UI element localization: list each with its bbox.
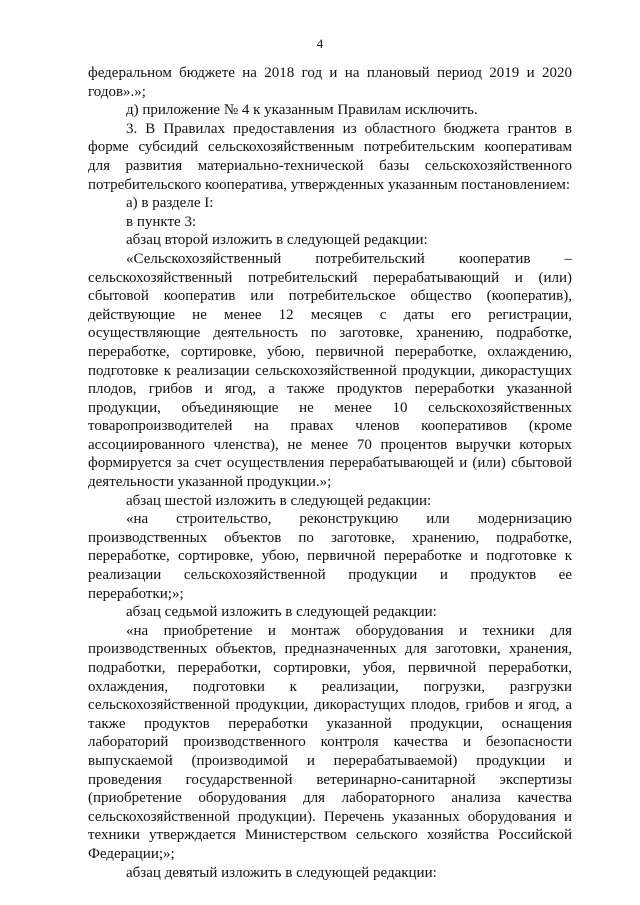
- paragraph: [88, 64, 572, 101]
- text-line: сельскохозяйственной продукции). Перечень указанных оборудования и: [88, 808, 572, 825]
- paragraph: [88, 864, 572, 883]
- paragraph: [88, 101, 572, 120]
- text-line: производственных объектов, предназначенных для заготовки, хранения,: [88, 641, 572, 658]
- text-line: выпускаемой (производимой и перерабатываемой) продукции и: [88, 752, 572, 769]
- text-line: абзац седьмой изложить в следующей редакции:: [126, 604, 437, 621]
- text-line: Федерации;»;: [88, 845, 175, 862]
- paragraph: [88, 250, 572, 492]
- text-line: годов».»;: [88, 83, 146, 100]
- text-line: сельскохозяйственный потребительский перерабатывающий и (или): [88, 269, 572, 286]
- text-line: техники утверждается Министерством сельского хозяйства Российской: [88, 827, 572, 844]
- text-line: действующие не менее 12 месяцев с даты его регистрации,: [88, 306, 572, 323]
- text-line: товаропроизводителей на правах членов кооперативов (кроме: [88, 418, 572, 435]
- paragraph: [88, 194, 572, 213]
- text-line: форме субсидий сельскохозяйственным потребительским кооперативам: [88, 139, 572, 156]
- text-line: д) приложение № 4 к указанным Правилам исключить.: [126, 102, 478, 119]
- text-line: продукции, объединяющие не менее 10 сельскохозяйственных: [88, 399, 572, 416]
- text-line: абзац второй изложить в следующей редакции:: [126, 232, 428, 249]
- text-line: абзац девятый изложить в следующей редакции:: [126, 864, 437, 881]
- text-line: сельскохозяйственной продукции, дикорастущих плодов, грибов и ягод, а: [88, 697, 572, 714]
- paragraph: [88, 603, 572, 622]
- text-line: лабораторий производственного контроля качества и безопасности: [88, 734, 572, 751]
- text-line: реализации сельскохозяйственной продукции и продуктов ее: [88, 567, 572, 584]
- text-line: переработки;»;: [88, 585, 184, 602]
- paragraph: [88, 120, 572, 194]
- text-line: «Сельскохозяйственный потребительский кооператив –: [126, 250, 572, 267]
- text-line: «на строительство, реконструкцию или модернизацию: [126, 511, 572, 528]
- text-line: переработке, сортировке, убою, первичной переработке, охлаждению,: [88, 343, 572, 360]
- text-line: охлаждения, подготовки к реализации, погрузки, разгрузки: [88, 678, 572, 695]
- paragraph: [88, 231, 572, 250]
- text-line: сбытовой кооператив или потребительское общество (кооператив),: [88, 288, 572, 305]
- text-line: плодов, грибов и ягод, а также продуктов переработки указанной: [88, 381, 572, 398]
- text-line: федеральном бюджете на 2018 год и на плановый период 2019 и 2020: [88, 65, 572, 81]
- text-line: абзац шестой изложить в следующей редакции:: [126, 492, 432, 509]
- text-line: осуществляющие деятельность по заготовке, хранению, подработке,: [88, 325, 572, 342]
- text-line: в пункте 3:: [126, 213, 197, 230]
- text-line: подработки, переработки, сортировки, убоя, первичной переработки,: [88, 660, 572, 676]
- text-line: также продуктов переработки указанной продукции, оснащения: [88, 715, 572, 732]
- text-line: потребительского кооператива, утвержденных указанным постановлением:: [88, 176, 571, 193]
- text-line: а) в разделе I:: [126, 195, 214, 212]
- text-line: для развития материально-технической базы сельскохозяйственного: [88, 157, 572, 174]
- paragraph: [88, 492, 572, 511]
- text-line: переработке, сортировке, убою, первичной переработке и подготовке к: [88, 548, 572, 565]
- text-line: деятельности указанной продукции.»;: [88, 474, 332, 491]
- text-line: «на приобретение и монтаж оборудования и техники для: [126, 622, 572, 639]
- paragraph: [88, 213, 572, 232]
- text-line: 3. В Правилах предоставления из областного бюджета грантов в: [126, 120, 572, 137]
- document-body: [88, 64, 572, 882]
- text-line: проведения государственной ветеринарно-санитарной экспертизы: [88, 771, 572, 788]
- text-line: ассоциированного членства), не менее 70 процентов выручки которых: [88, 436, 572, 453]
- paragraph: [88, 510, 572, 603]
- text-line: формируется за счет осуществления перерабатывающей и (или) сбытовой: [88, 455, 572, 472]
- paragraph: [88, 622, 572, 864]
- text-line: производственных объектов по заготовке, хранению, подработке,: [88, 529, 572, 546]
- page-number: 4: [316, 36, 324, 51]
- text-line: подготовке к реализации сельскохозяйственной продукции, дикорастущих: [88, 362, 572, 379]
- text-line: (приобретение оборудования для лабораторного анализа качества: [88, 790, 572, 807]
